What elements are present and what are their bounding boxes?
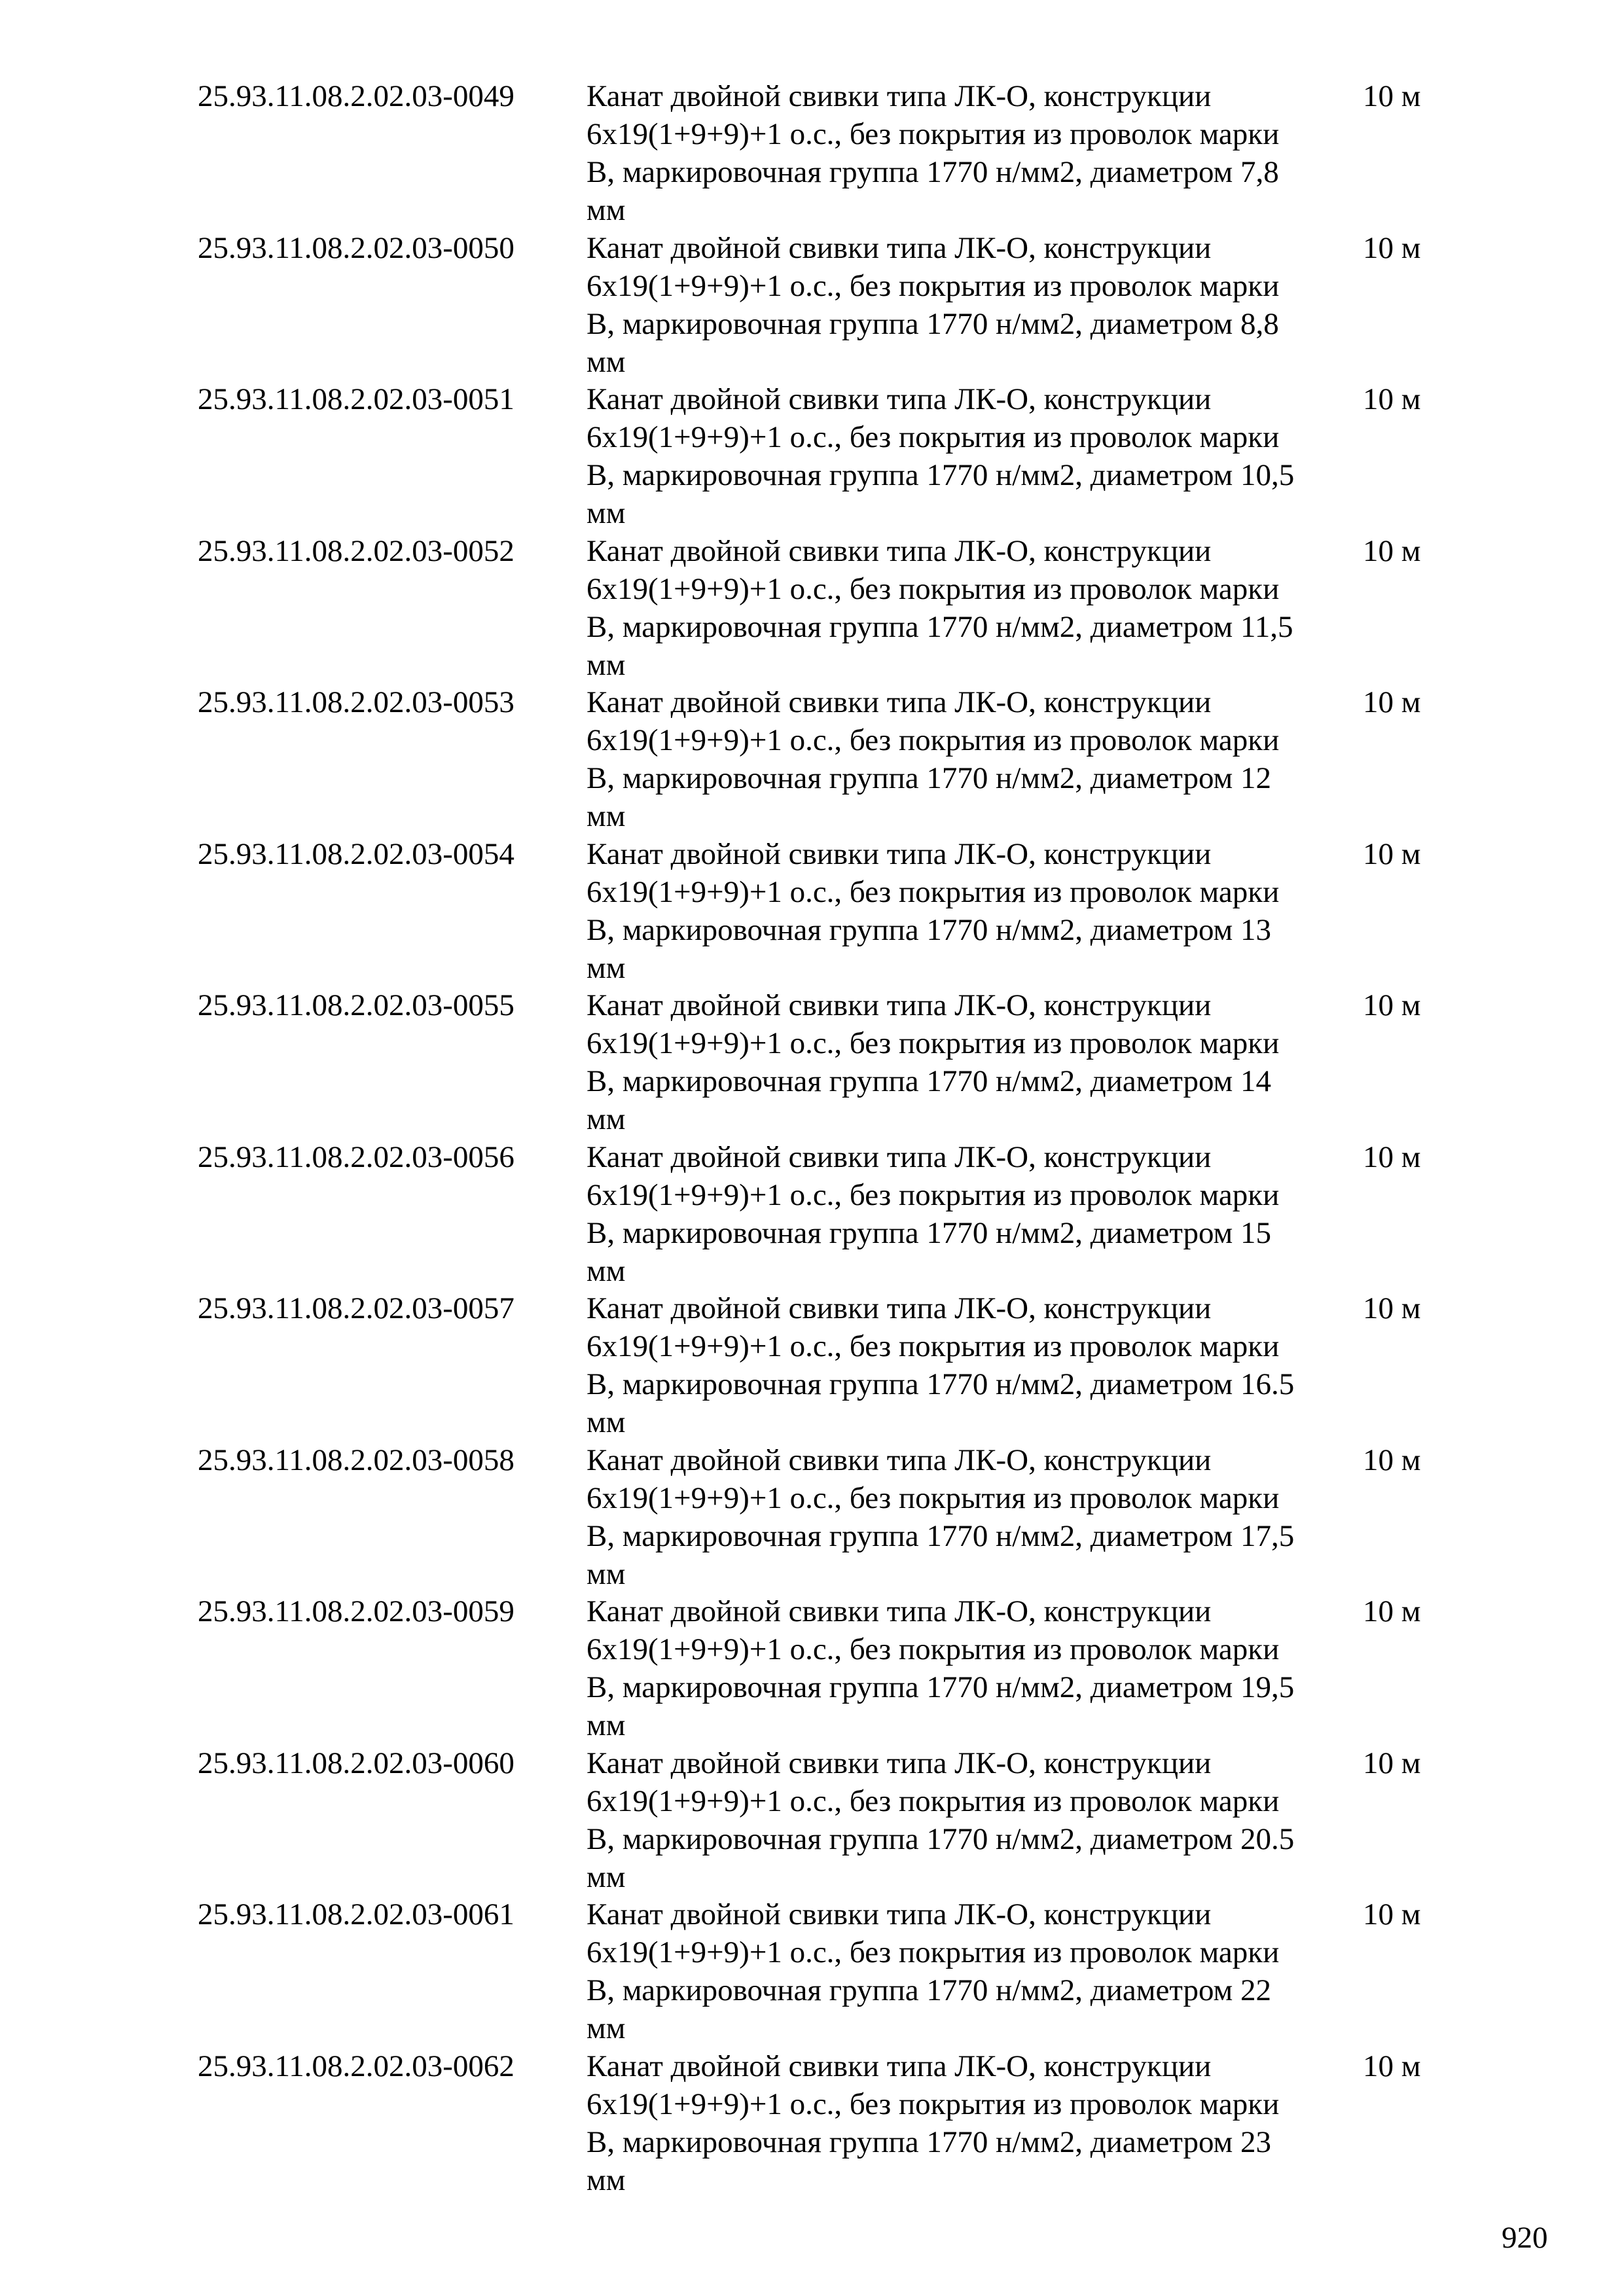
entry-description bbox=[586, 532, 1359, 684]
entry-description bbox=[586, 683, 1359, 835]
entry-list bbox=[0, 77, 1624, 2198]
entry-description bbox=[586, 1744, 1359, 1896]
entry-code: 25.93.11.08.2.02.03-0062 bbox=[198, 2049, 514, 2083]
entry-unit: 10 м bbox=[1363, 1139, 1421, 1174]
description-line: мм bbox=[586, 647, 626, 682]
description-line: В, маркировочная группа 1770 н/мм2, диаметром 10,5 bbox=[586, 458, 1295, 492]
description-line: мм bbox=[586, 344, 626, 379]
entry-description bbox=[586, 1138, 1359, 1290]
entry-row bbox=[0, 532, 1624, 684]
entry-unit: 10 м bbox=[1363, 382, 1421, 416]
entry-unit: 10 м bbox=[1363, 836, 1421, 871]
entry-description bbox=[586, 1592, 1359, 1744]
description-line: В, маркировочная группа 1770 н/мм2, диаметром 13 bbox=[586, 912, 1272, 947]
entry-unit: 10 м bbox=[1363, 79, 1421, 113]
description-line: В, маркировочная группа 1770 н/мм2, диаметром 15 bbox=[586, 1215, 1272, 1250]
entry-description bbox=[586, 2047, 1359, 2199]
entry-code: 25.93.11.08.2.02.03-0054 bbox=[198, 836, 514, 871]
entry-description bbox=[586, 77, 1359, 229]
description-line: 6х19(1+9+9)+1 о.с., без покрытия из проволок марки bbox=[586, 571, 1280, 606]
entry-code: 25.93.11.08.2.02.03-0060 bbox=[198, 1746, 514, 1780]
entry-unit: 10 м bbox=[1363, 533, 1421, 568]
description-line: 6х19(1+9+9)+1 о.с., без покрытия из проволок марки bbox=[586, 1784, 1280, 1818]
description-line: В, маркировочная группа 1770 н/мм2, диаметром 11,5 bbox=[586, 609, 1293, 644]
description-line: мм bbox=[586, 193, 626, 227]
entry-row bbox=[0, 1441, 1624, 1593]
entry-description bbox=[586, 1441, 1359, 1593]
description-line: 6х19(1+9+9)+1 о.с., без покрытия из проволок марки bbox=[586, 1480, 1280, 1515]
description-line: мм bbox=[586, 1405, 626, 1439]
description-line: мм bbox=[586, 950, 626, 985]
description-line: мм bbox=[586, 1859, 626, 1894]
entry-row bbox=[0, 1138, 1624, 1290]
description-line: мм bbox=[586, 1102, 626, 1136]
entry-code: 25.93.11.08.2.02.03-0049 bbox=[198, 79, 514, 113]
entry-unit: 10 м bbox=[1363, 1443, 1421, 1477]
description-line: Канат двойной свивки типа ЛК-О, конструкции bbox=[586, 1291, 1212, 1325]
description-line: мм bbox=[586, 2011, 626, 2045]
description-line: В, маркировочная группа 1770 н/мм2, диаметром 22 bbox=[586, 1973, 1272, 2007]
entry-row bbox=[0, 1289, 1624, 1441]
description-line: 6х19(1+9+9)+1 о.с., без покрытия из проволок марки bbox=[586, 117, 1280, 151]
description-line: В, маркировочная группа 1770 н/мм2, диаметром 17,5 bbox=[586, 1518, 1295, 1553]
description-line: Канат двойной свивки типа ЛК-О, конструкции bbox=[586, 685, 1212, 719]
description-line: 6х19(1+9+9)+1 о.с., без покрытия из проволок марки bbox=[586, 1329, 1280, 1363]
entry-description bbox=[586, 380, 1359, 532]
description-line: Канат двойной свивки типа ЛК-О, конструкции bbox=[586, 1443, 1212, 1477]
description-line: мм bbox=[586, 2162, 626, 2197]
entry-description bbox=[586, 835, 1359, 987]
entry-code: 25.93.11.08.2.02.03-0052 bbox=[198, 533, 514, 568]
entry-code: 25.93.11.08.2.02.03-0056 bbox=[198, 1139, 514, 1174]
entry-code: 25.93.11.08.2.02.03-0055 bbox=[198, 988, 514, 1022]
entry-code: 25.93.11.08.2.02.03-0061 bbox=[198, 1897, 514, 1931]
description-line: Канат двойной свивки типа ЛК-О, конструкции bbox=[586, 1139, 1212, 1174]
entry-row bbox=[0, 1744, 1624, 1896]
entry-row bbox=[0, 1895, 1624, 2047]
description-line: В, маркировочная группа 1770 н/мм2, диаметром 16.5 bbox=[586, 1367, 1295, 1401]
description-line: В, маркировочная группа 1770 н/мм2, диаметром 23 bbox=[586, 2125, 1272, 2159]
entry-unit: 10 м bbox=[1363, 1746, 1421, 1780]
entry-unit: 10 м bbox=[1363, 685, 1421, 719]
entry-row bbox=[0, 986, 1624, 1138]
description-line: В, маркировочная группа 1770 н/мм2, диаметром 20.5 bbox=[586, 1821, 1295, 1856]
entry-row bbox=[0, 835, 1624, 987]
description-line: мм bbox=[586, 1556, 626, 1591]
description-line: В, маркировочная группа 1770 н/мм2, диаметром 12 bbox=[586, 761, 1272, 795]
entry-row bbox=[0, 380, 1624, 532]
page-number: 920 bbox=[1502, 2221, 1548, 2255]
description-line: Канат двойной свивки типа ЛК-О, конструкции bbox=[586, 1594, 1212, 1628]
entry-row bbox=[0, 77, 1624, 229]
entry-description bbox=[586, 986, 1359, 1138]
entry-code: 25.93.11.08.2.02.03-0058 bbox=[198, 1443, 514, 1477]
entry-unit: 10 м bbox=[1363, 2049, 1421, 2083]
description-line: 6х19(1+9+9)+1 о.с., без покрытия из проволок марки bbox=[586, 1177, 1280, 1212]
entry-code: 25.93.11.08.2.02.03-0053 bbox=[198, 685, 514, 719]
description-line: 6х19(1+9+9)+1 о.с., без покрытия из проволок марки bbox=[586, 420, 1280, 454]
entry-row bbox=[0, 2047, 1624, 2199]
entry-code: 25.93.11.08.2.02.03-0057 bbox=[198, 1291, 514, 1325]
description-line: мм bbox=[586, 496, 626, 530]
entry-description bbox=[586, 229, 1359, 381]
description-line: мм bbox=[586, 1708, 626, 1742]
description-line: Канат двойной свивки типа ЛК-О, конструкции bbox=[586, 382, 1212, 416]
entry-row bbox=[0, 1592, 1624, 1744]
description-line: мм bbox=[586, 799, 626, 833]
description-line: Канат двойной свивки типа ЛК-О, конструкции bbox=[586, 1746, 1212, 1780]
entry-row bbox=[0, 229, 1624, 381]
entry-description bbox=[586, 1895, 1359, 2047]
description-line: Канат двойной свивки типа ЛК-О, конструкции bbox=[586, 2049, 1212, 2083]
description-line: В, маркировочная группа 1770 н/мм2, диаметром 14 bbox=[586, 1064, 1272, 1098]
entry-unit: 10 м bbox=[1363, 1291, 1421, 1325]
entry-code: 25.93.11.08.2.02.03-0050 bbox=[198, 230, 514, 265]
description-line: Канат двойной свивки типа ЛК-О, конструкции bbox=[586, 533, 1212, 568]
description-line: Канат двойной свивки типа ЛК-О, конструкции bbox=[586, 988, 1212, 1022]
entry-unit: 10 м bbox=[1363, 1897, 1421, 1931]
description-line: мм bbox=[586, 1253, 626, 1288]
description-line: 6х19(1+9+9)+1 о.с., без покрытия из проволок марки bbox=[586, 1026, 1280, 1060]
entry-unit: 10 м bbox=[1363, 988, 1421, 1022]
description-line: 6х19(1+9+9)+1 о.с., без покрытия из проволок марки bbox=[586, 723, 1280, 757]
description-line: Канат двойной свивки типа ЛК-О, конструкции bbox=[586, 1897, 1212, 1931]
description-line: Канат двойной свивки типа ЛК-О, конструкции bbox=[586, 79, 1212, 113]
description-line: 6х19(1+9+9)+1 о.с., без покрытия из проволок марки bbox=[586, 2087, 1280, 2121]
description-line: В, маркировочная группа 1770 н/мм2, диаметром 7,8 bbox=[586, 155, 1279, 189]
description-line: 6х19(1+9+9)+1 о.с., без покрытия из проволок марки bbox=[586, 268, 1280, 303]
entry-unit: 10 м bbox=[1363, 1594, 1421, 1628]
entry-description bbox=[586, 1289, 1359, 1441]
description-line: 6х19(1+9+9)+1 о.с., без покрытия из проволок марки bbox=[586, 1935, 1280, 1969]
description-line: 6х19(1+9+9)+1 о.с., без покрытия из проволок марки bbox=[586, 1632, 1280, 1666]
entry-code: 25.93.11.08.2.02.03-0051 bbox=[198, 382, 514, 416]
description-line: В, маркировочная группа 1770 н/мм2, диаметром 8,8 bbox=[586, 306, 1279, 341]
entry-code: 25.93.11.08.2.02.03-0059 bbox=[198, 1594, 514, 1628]
description-line: В, маркировочная группа 1770 н/мм2, диаметром 19,5 bbox=[586, 1670, 1295, 1704]
entry-row bbox=[0, 683, 1624, 835]
description-line: Канат двойной свивки типа ЛК-О, конструкции bbox=[586, 836, 1212, 871]
description-line: 6х19(1+9+9)+1 о.с., без покрытия из проволок марки bbox=[586, 874, 1280, 909]
entry-unit: 10 м bbox=[1363, 230, 1421, 265]
description-line: Канат двойной свивки типа ЛК-О, конструкции bbox=[586, 230, 1212, 265]
